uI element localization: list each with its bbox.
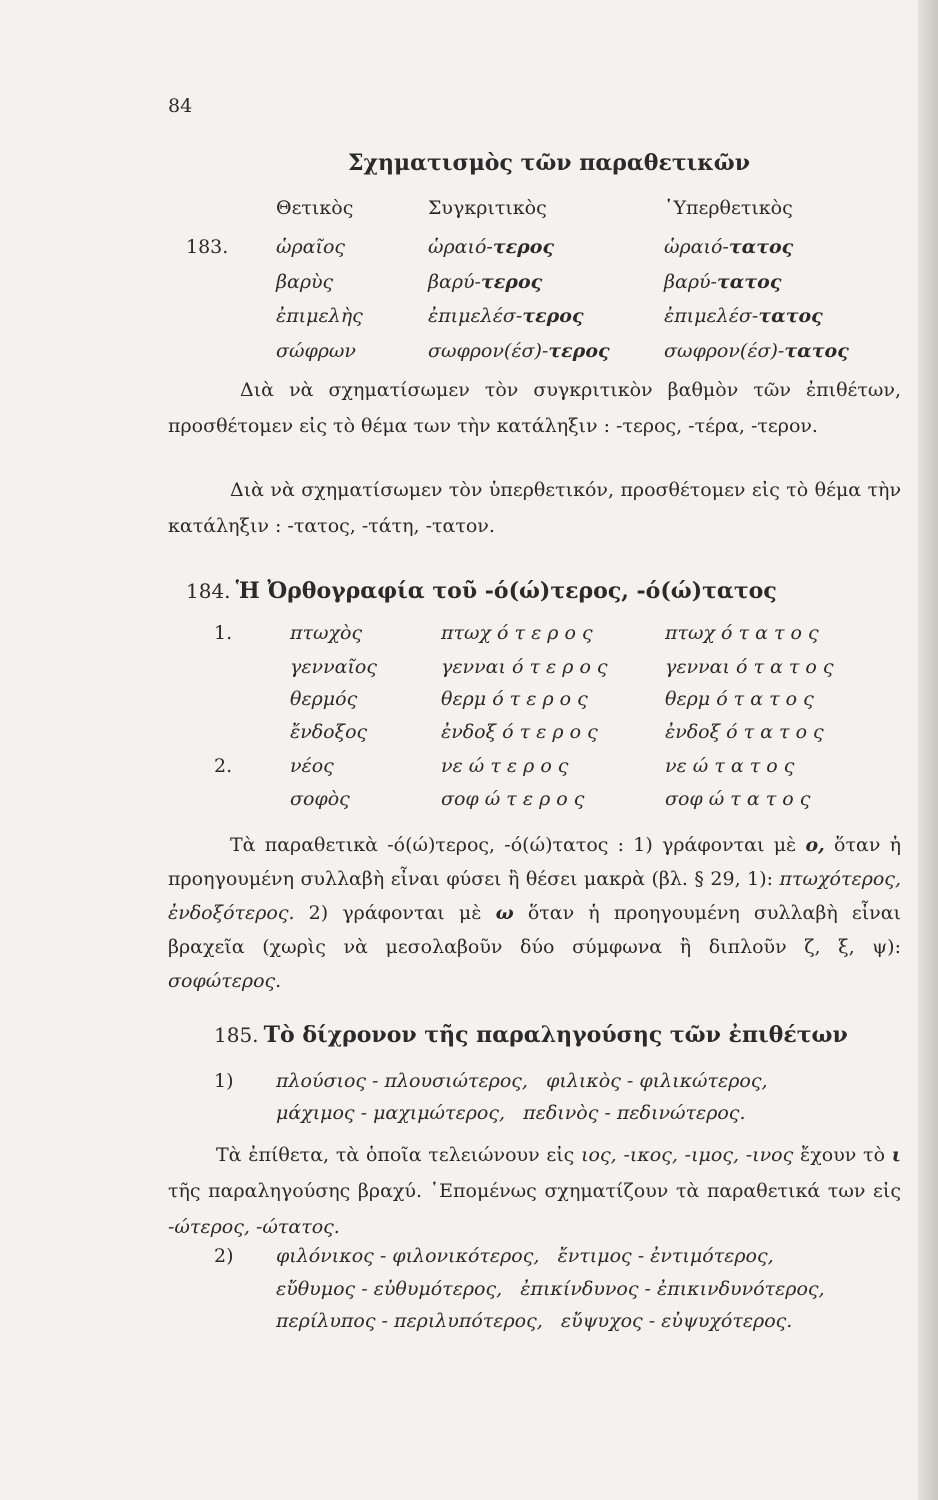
comparative-cell: θερμ ό τ ε ρ ο ς — [441, 688, 588, 710]
positive-cell: ὡραῖος — [276, 236, 346, 258]
comparative-cell: ἐπιμελέσ-τερος — [428, 305, 584, 327]
positive-cell: ἐπιμελὴς — [276, 305, 363, 327]
column-comparative: Συγκριτικὸς — [428, 197, 547, 219]
positive-cell: σώφρων — [276, 340, 356, 362]
comparative-cell: ὡραιό-τερος — [428, 236, 555, 258]
section-number-183: 183. — [186, 236, 229, 258]
comparative-cell: σωφρον(έσ)-τερος — [428, 340, 610, 362]
positive-cell: σοφὸς — [290, 788, 350, 810]
positive-cell: ἔνδοξος — [290, 721, 368, 743]
superlative-cell: ἐνδοξ ό τ α τ ο ς — [665, 721, 824, 743]
comparative-cell: πτωχ ό τ ε ρ ο ς — [441, 622, 593, 644]
paragraph-spelling-rule: Τὰ παραθετικὰ -ό(ώ)τερος, -ό(ώ)τατος : 1) γράφονται μὲ ο, ὅταν ἡ προηγουμένη συλλαβὴ εἶναι φύσει ἢ θέσει μακρὰ (βλ. § 29, 1): πτωχότερος, ἐνδοξότερος. 2) γράφονται μὲ ω ὅταν ἡ προηγουμένη συλλαβὴ εἶναι βραχεῖα (χωρὶς νὰ μεσολαβοῦν δύο σύμφωνα ἢ διπλοῦν ζ, ξ, ψ): σοφώτερος. — [168, 834, 901, 992]
positive-cell: βαρὺς — [276, 271, 334, 293]
comparative-cell: γενναι ό τ ε ρ ο ς — [441, 656, 608, 678]
comparative-cell: σοφ ώ τ ε ρ ο ς — [441, 788, 585, 810]
section-heading-185: 185. Τὸ δίχρονον τῆς παραληγούσης τῶν ἐπιθέτων — [214, 1022, 848, 1048]
page-title: Σχηματισμὸς τῶν παραθετικῶν — [347, 150, 750, 176]
list-marker: 2. — [214, 755, 233, 777]
superlative-cell: νε ώ τ α τ ο ς — [665, 755, 795, 777]
positive-cell: πτωχὸς — [290, 622, 363, 644]
superlative-cell: πτωχ ό τ α τ ο ς — [665, 622, 819, 644]
list-marker: 2) — [214, 1245, 234, 1267]
column-positive: Θετικὸς — [276, 197, 354, 219]
paragraph-superlative-rule: Διὰ νὰ σχηματίσωμεν τὸν ὑπερθετικόν, προσθέτομεν εἰς τὸ θέμα τὴν κατάληξιν : -τατος, -τάτη, -τατον. — [168, 479, 901, 537]
positive-cell: γενναῖος — [290, 656, 378, 678]
superlative-cell: ἐπιμελέσ-τατος — [664, 305, 823, 327]
superlative-cell: ὡραιό-τατος — [664, 236, 794, 258]
comparative-cell: νε ώ τ ε ρ ο ς — [441, 755, 569, 777]
superlative-cell: βαρύ-τατος — [664, 271, 782, 293]
page-number: 84 — [168, 95, 193, 117]
example-line: μάχιμος - μαχιμώτερος, πεδινὸς - πεδινώτερος. — [276, 1102, 746, 1124]
example-line: περίλυπος - περιλυπότερος, εὔψυχος - εὐψυχότερος. — [276, 1310, 793, 1332]
example-line: πλούσιος - πλουσιώτερος, φιλικὸς - φιλικώτερος, — [276, 1070, 768, 1092]
section-heading-184: 184. Ἡ Ὀρθογραφία τοῦ -ό(ώ)τερος, -ό(ώ)τατος — [186, 578, 777, 604]
column-superlative: ῾Υπερθετικὸς — [664, 197, 793, 219]
comparative-cell: ἐνδοξ ό τ ε ρ ο ς — [441, 721, 598, 743]
page-edge — [918, 0, 938, 1500]
positive-cell: νέος — [290, 755, 334, 777]
example-line: εὔθυμος - εὐθυμότερος, ἐπικίνδυνος - ἐπικινδυνότερος, — [276, 1278, 825, 1300]
comparative-cell: βαρύ-τερος — [428, 271, 543, 293]
superlative-cell: θερμ ό τ α τ ο ς — [665, 688, 814, 710]
paragraph-comparative-rule: Διὰ νὰ σχηματίσωμεν τὸν συγκριτικὸν βαθμὸν τῶν ἐπιθέτων, προσθέτομεν εἰς τὸ θέμα των τὴν κατάληξιν : -τερος, -τέρα, -τερον. — [168, 379, 901, 437]
superlative-cell: σοφ ώ τ α τ ο ς — [665, 788, 811, 810]
example-line: φιλόνικος - φιλονικότερος, ἔντιμος - ἐντιμότερος, — [276, 1245, 774, 1267]
paragraph-short-penult: Τὰ ἐπίθετα, τὰ ὁποῖα τελειώνουν εἰς ιος, -ικος, -ιμος, -ινος ἔχουν τὸ ι τῆς παραληγούσης βραχύ. ῾Επομένως σχηματίζουν τὰ παραθετικά των εἰς -ώτερος, -ώτατος. — [168, 1144, 901, 1238]
superlative-cell: σωφρον(έσ)-τατος — [664, 340, 849, 362]
list-marker: 1) — [214, 1070, 234, 1092]
superlative-cell: γενναι ό τ α τ ο ς — [665, 656, 834, 678]
positive-cell: θερμός — [290, 688, 358, 710]
list-marker: 1. — [214, 622, 233, 644]
